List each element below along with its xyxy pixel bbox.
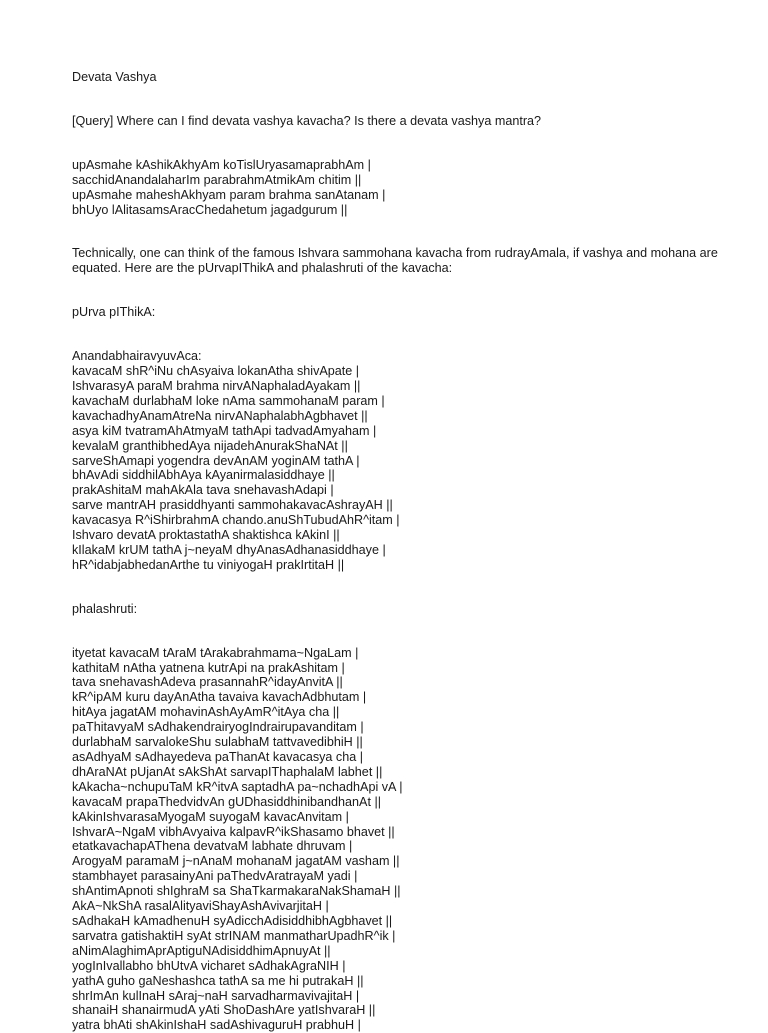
verse-line: kavacaM prapaThedvidvAn gUDhasiddhinibandhanAt || [72,794,381,809]
purva-verses [72,349,732,573]
verse-line: AkA~NkShA rasalAlityaviShayAshAvivarjitaH | [72,899,329,914]
verse-line: sarveShAmapi yogendra devAnAM yoginAM tathA | [72,453,360,468]
verse-line: prakAshitaM mahAkAla tava snehavashAdapi | [72,483,334,498]
verse-line: shAntimApnoti shIghraM sa ShaTkarmakaraNakShamaH || [72,884,401,899]
verse-line: kavachadhyAnamAtreNa nirvANaphalabhAgbhavet || [72,408,368,423]
verse-line: asAdhyaM sAdhayedeva paThanAt kavacasya cha | [72,750,364,764]
verse-line: sacchidAnandalaharIm parabrahmAtmikAm chitim || [72,172,362,187]
verse-line: Ishvaro devatA proktastathA shaktishca kAkinI || [72,528,340,543]
verse-line: asya kiM tvatramAhAtmyaM tathApi tadvadAmyaham | [72,423,377,438]
query-text: [Query] Where can I find devata vashya kavacha? Is there a devata vashya mantra? [72,113,542,128]
verse-line: kavacaM shR^iNu chAsyaiva lokanAtha shivApate | [72,364,360,379]
purva-heading: pUrva pIThikA: [72,305,156,320]
document-page [72,70,732,1033]
verse-line: shrImAn kulInaH sAraj~naH sarvadharmavivajitaH | [72,988,360,1003]
verse-line: kIlakaM krUM tathA j~neyaM dhyAnasAdhanasiddhaye | [72,542,386,557]
verse-line: ArogyaM paramaM j~nAnaM mohanaM jagatAM vasham || [72,854,400,869]
verse-line: kR^ipAM kuru dayAnAtha tavaiva kavachAdbhutam | [72,690,367,705]
verse-line: aNimAlaghimAprAptiguNAdisiddhimApnuyAt || [72,943,331,958]
verse-line: dhAraNAt pUjanAt sAkShAt sarvapIThaphalaM labhet || [72,764,383,779]
verse-line: sarvatra gatishaktiH syAt strINAM manmatharUpadhR^ik | [72,928,396,943]
verse-line: hR^idabjabhedanArthe tu viniyogaH prakIrtitaH || [72,557,345,572]
verse-line: kAkinIshvarasaMyogaM suyogaM kavacAnvitam | [72,809,349,824]
verse-line: upAsmahe kAshikAkhyAm koTislUryasamaprabhAm | [72,157,371,172]
phala-heading: phalashruti: [72,601,138,616]
verse-line: ityetat kavacaM tAraM tArakabrahmama~NgaLam | [72,645,359,660]
verse-line: yogInIvallabho bhUtvA vicharet sAdhakAgraNIH | [72,958,346,973]
verse-line: sAdhakaH kAmadhenuH syAdicchAdisiddhibhAgbhavet || [72,913,393,928]
verse-line: kathitaM nAtha yatnena kutrApi na prakAshitam | [72,660,345,675]
verse-line: etatkavachapAThena devatvaM labhate dhruvam | [72,839,353,854]
verse-line: yatra bhAti shAkinIshaH sadAshivaguruH prabhuH | [72,1018,361,1033]
verse-line: hitAya jagatAM mohavinAshAyAmR^itAya cha || [72,705,340,720]
verse-line: AnandabhairavyuvAca: [72,349,202,364]
verse-line: IshvarasyA paraM brahma nirvANaphaladAyakam || [72,378,361,393]
verse-line: stambhayet parasainyAni paThedvAratrayaM yadi | [72,869,358,884]
explanation-paragraph: Technically, one can think of the famous Ishvara sammohana kavacha from rudrayAmala, if vashya and mohana are equated. Here are the pUrvapIThikA and phalashruti of the kavacha: [72,246,718,276]
verse-line: durlabhaM sarvalokeShu sulabhaM tattvavedibhiH || [72,735,363,750]
verse-line: IshvarA~NgaM vibhAvyaiva kalpavR^ikShasamo bhavet || [72,824,395,839]
phala-verses [72,646,732,1033]
verse-line: bhUyo lAlitasamsAracChedahetum jagadgurum || [72,202,348,217]
verse-line: kevalaM granthibhedAya nijadehAnurakShaNAt || [72,438,348,453]
verse-line: yathA guho gaNeshashca tathA sa me hi putrakaH || [72,973,364,988]
document-title: Devata Vashya [72,70,157,84]
verse-line: paThitavyaM sAdhakendrairyogIndrairupavanditam | [72,720,364,735]
verse-line: kavachaM durlabhaM loke nAma sammohanaM param | [72,393,385,408]
verse-line: bhAvAdi siddhilAbhAya kAyanirmalasiddhaye || [72,468,335,483]
verse-line: upAsmahe maheshAkhyam param brahma sanAtanam | [72,187,386,202]
verse-line: shanaiH shanairmudA yAti ShoDashAre yatIshvaraH || [72,1003,376,1018]
verse-line: kAkacha~nchupuTaM kR^itvA saptadhA pa~nchadhApi vA | [72,779,403,794]
invocation-verses [72,158,732,218]
verse-line: tava snehavashAdeva prasannahR^idayAnvitA || [72,675,343,690]
verse-line: sarve mantrAH prasiddhyanti sammohakavacAshrayAH || [72,498,393,513]
verse-line: kavacasya R^iShirbrahmA chando.anuShTubudAhR^itam | [72,513,400,528]
